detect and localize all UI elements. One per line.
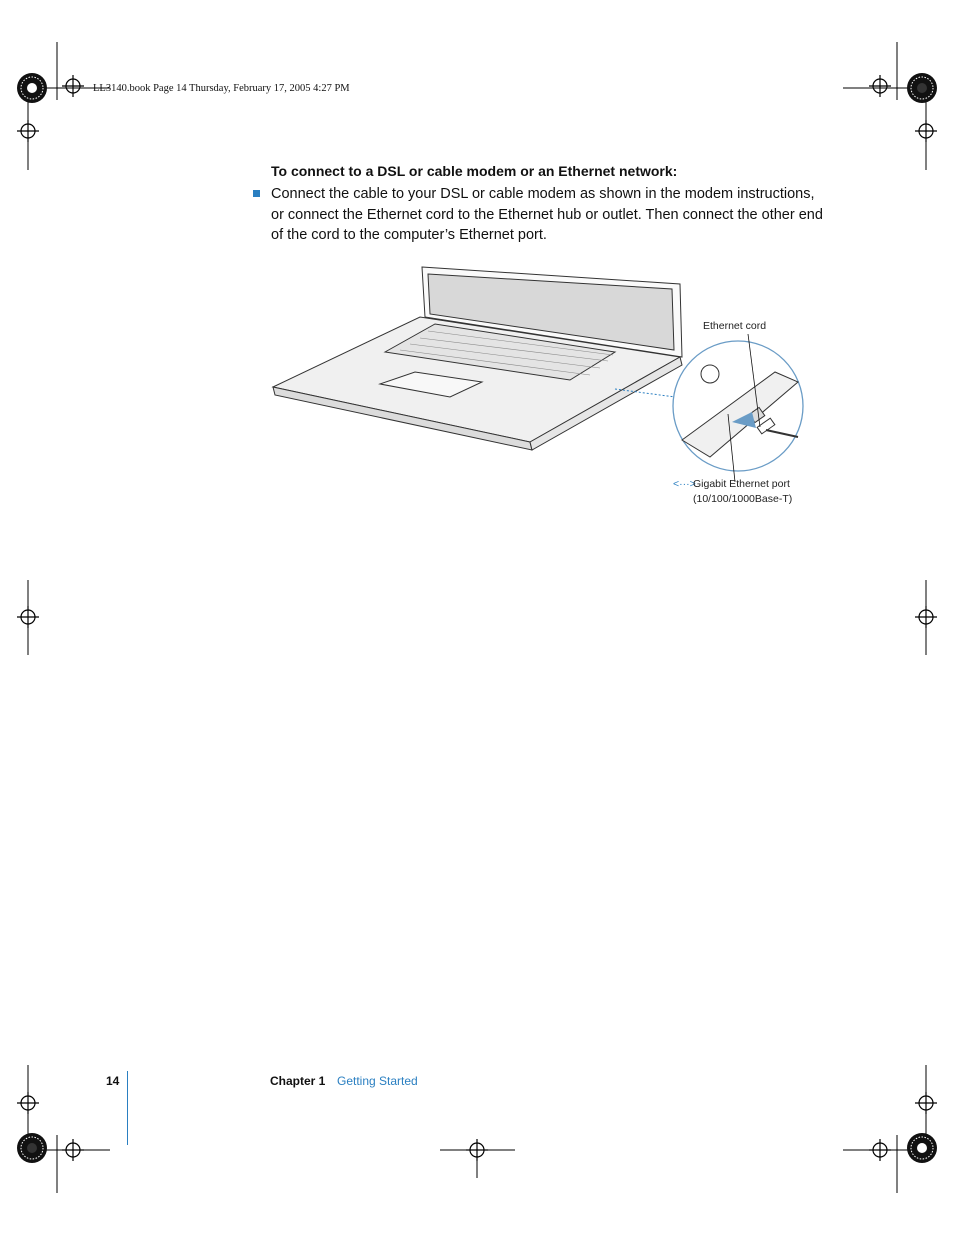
ethernet-port-icon: <···> (673, 478, 696, 490)
ethernet-cord-callout: Ethernet cord (703, 320, 767, 332)
section-heading: To connect to a DSL or cable modem or an Ethernet network: (271, 163, 678, 179)
chapter-label: Chapter 1 (270, 1074, 326, 1088)
ethernet-port-spec: (10/100/1000Base-T) (693, 493, 793, 505)
ethernet-port-callout: Gigabit Ethernet port (693, 478, 790, 490)
bullet-paragraph: Connect the cable to your DSL or cable modem as shown in the modem instructions, or connect the Ethernet cord to the Ethernet hub or outlet. Then connect the other end of the cord to the computer’s Ethernet port. (271, 186, 823, 243)
chapter-title: Getting Started (337, 1074, 418, 1088)
page-number: 14 (106, 1074, 120, 1088)
print-slug: LL3140.book Page 14 Thursday, February 17, 2005 4:27 PM (93, 83, 350, 94)
footer-rule (127, 1071, 128, 1145)
laptop-ethernet-illustration (270, 262, 810, 512)
bullet-square-icon (253, 190, 260, 197)
